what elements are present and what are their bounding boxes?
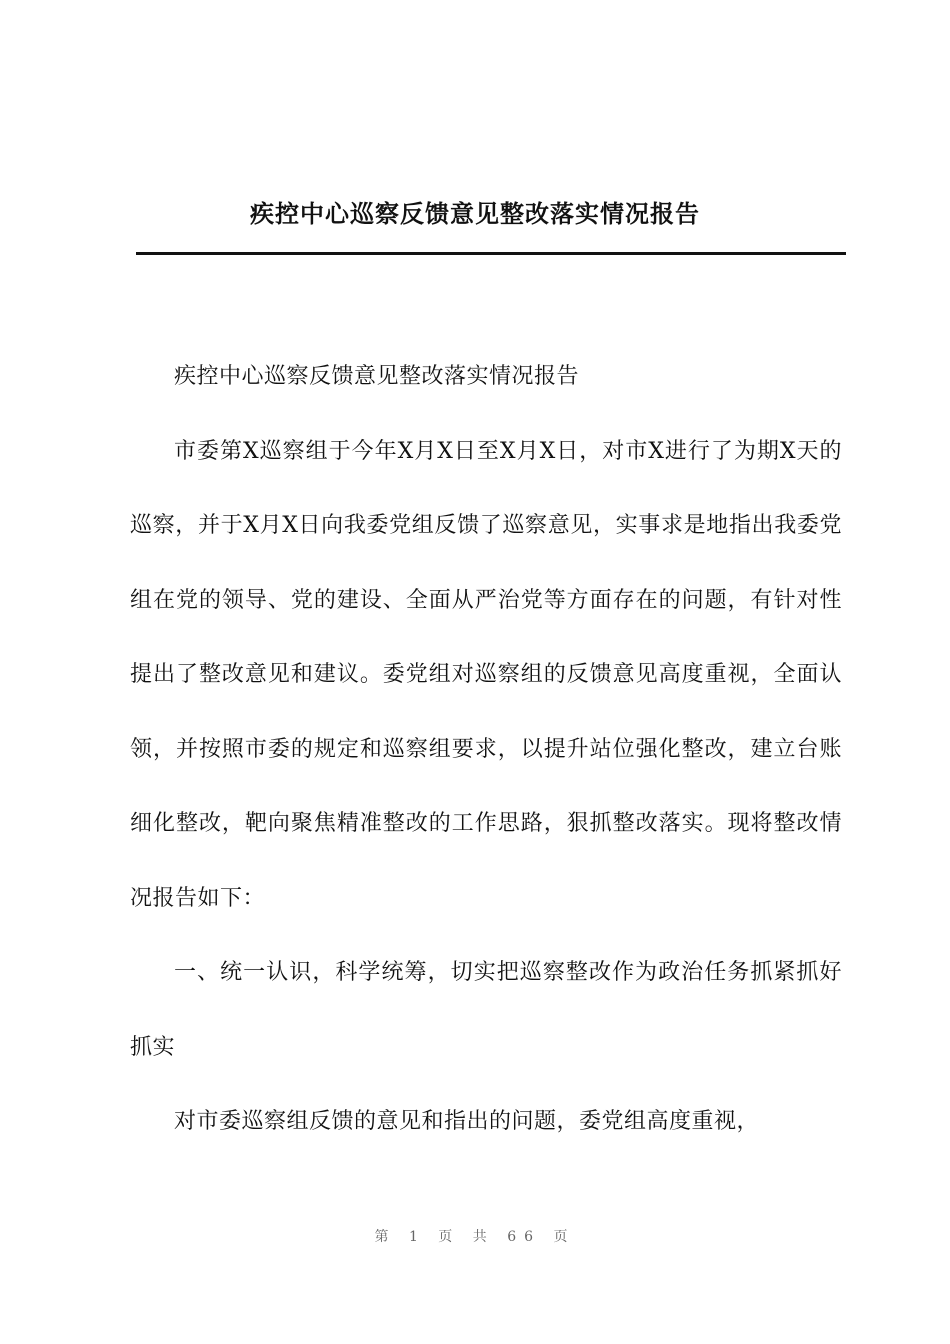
page-header	[0, 0, 950, 260]
body-paragraph-intro: 市委第X巡察组于今年X月X日至X月X日，对市X进行了为期X天的巡察，并于X月X日向我委党组反馈了巡察意见，实事求是地指出我委党组在党的领导、党的建设、全面从严治党等方面存在的问题，有针对性提出了整改意见和建议。委党组对巡察组的反馈意见高度重视，全面认领，并按照市委的规定和巡察组要求，以提升站位强化整改，建立台账细化整改，靶向聚焦精准整改的工作思路，狠抓整改落实。现将整改情况报告如下：	[130, 438, 842, 911]
body-paragraph-heading: 疾控中心巡察反馈意见整改落实情况报告	[174, 364, 580, 389]
body-paragraph: 对市委巡察组反馈的意见和指出的问题，委党组高度重视，	[174, 1109, 760, 1134]
page-number: 第 1 页 共 66 页	[374, 1229, 576, 1245]
body-section-heading: 一、统一认识，科学统筹，切实把巡察整改作为政治任务抓紧抓好抓实	[130, 960, 842, 1060]
title-underline	[136, 252, 846, 255]
document-body	[130, 340, 842, 1160]
document-title: 疾控中心巡察反馈意见整改落实情况报告	[250, 200, 700, 228]
